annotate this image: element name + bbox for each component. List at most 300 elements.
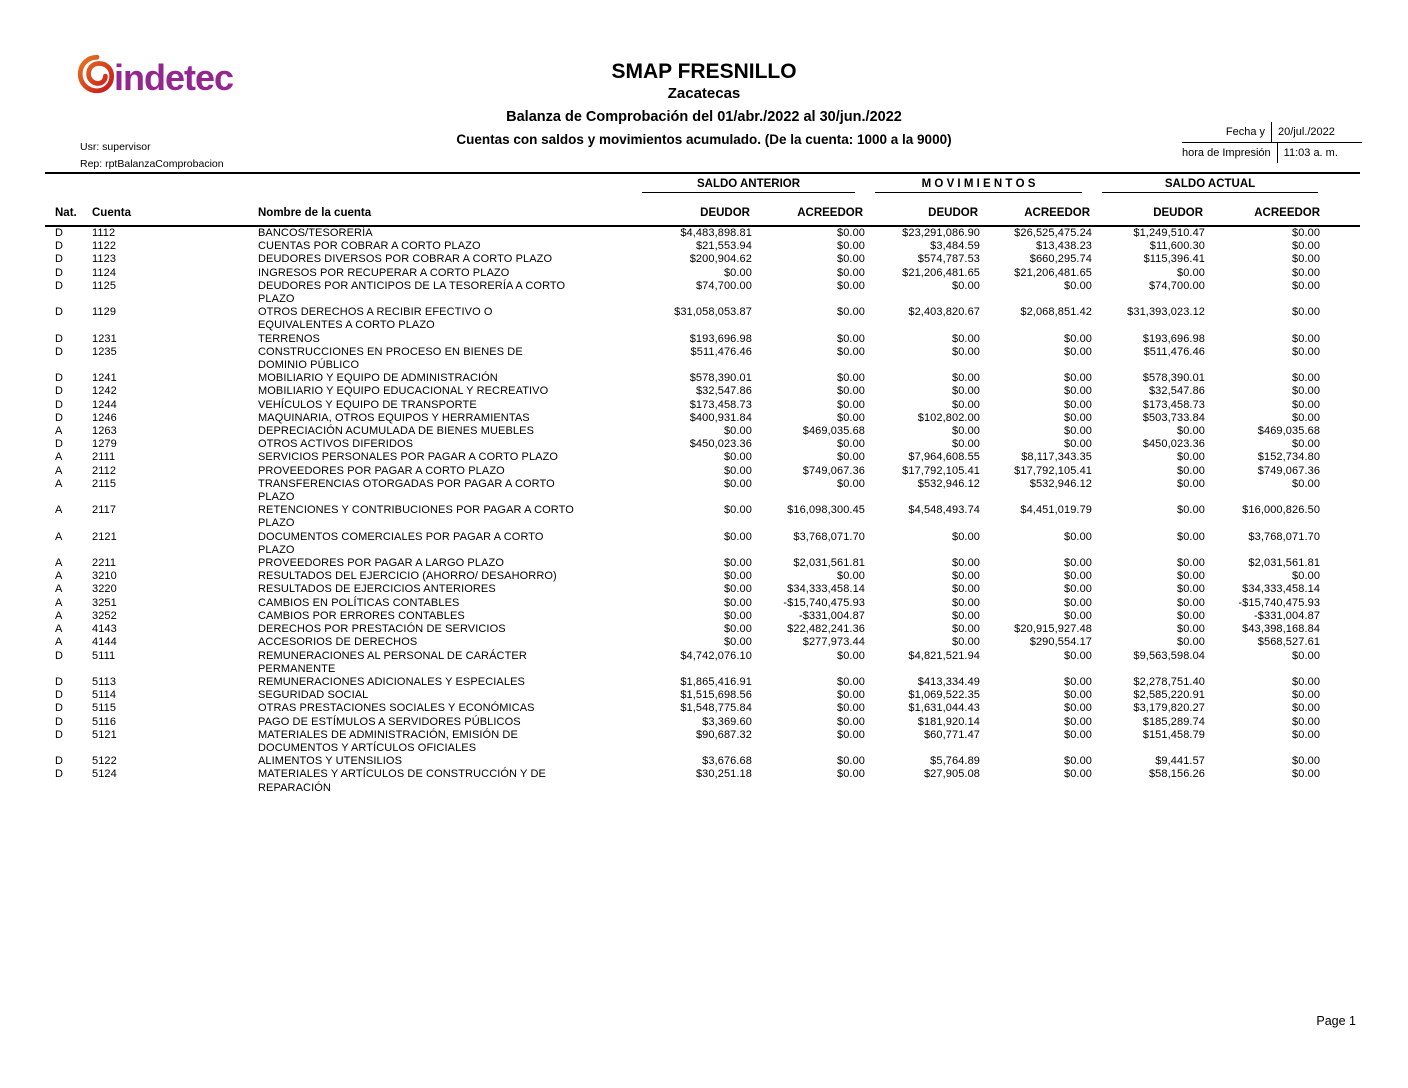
cell-movimientos-acreedor: $0.00 — [1064, 702, 1093, 715]
cell-nat: D — [55, 715, 64, 728]
cell-nat: A — [55, 530, 63, 543]
cell-movimientos-acreedor: $0.00 — [1064, 438, 1093, 451]
cell-saldo-anterior-acreedor: $0.00 — [836, 728, 866, 741]
cell-cuenta: 4144 — [92, 636, 117, 649]
cell-saldo-anterior-deudor: $3,676.68 — [702, 755, 752, 768]
cell-movimientos-acreedor: $660,295.74 — [1029, 253, 1093, 266]
cell-saldo-anterior-deudor: $0.00 — [723, 596, 752, 609]
indetec-logo — [76, 58, 233, 98]
cell-nombre: CUENTAS POR COBRAR A CORTO PLAZO — [258, 240, 481, 253]
cell-saldo-anterior-acreedor: $0.00 — [836, 768, 866, 781]
cell-movimientos-acreedor: $4,451,019.79 — [1020, 504, 1093, 517]
cell-saldo-anterior-acreedor: $16,098,300.45 — [787, 504, 866, 517]
table-row — [45, 729, 1360, 755]
cell-saldo-actual-acreedor: $0.00 — [1292, 227, 1321, 239]
cell-saldo-actual-deudor: $0.00 — [1177, 464, 1206, 477]
user-label: Usr: supervisor — [80, 141, 151, 153]
cell-nombre: PAGO DE ESTÍMULOS A SERVIDORES PÚBLICOS — [258, 715, 521, 728]
cell-nat: A — [55, 477, 63, 490]
cell-movimientos-acreedor: $0.00 — [1064, 675, 1093, 688]
cell-nombre: VEHÍCULOS Y EQUIPO DE TRANSPORTE — [258, 398, 477, 411]
cell-nat: D — [55, 438, 64, 451]
cell-saldo-actual-acreedor: $0.00 — [1292, 438, 1321, 451]
cell-saldo-actual-deudor: $450,023.36 — [1142, 438, 1206, 451]
cell-saldo-actual-acreedor: $43,398,168.84 — [1242, 623, 1321, 636]
cell-saldo-anterior-acreedor: $0.00 — [836, 702, 866, 715]
cell-saldo-actual-deudor: $511,476.46 — [1143, 345, 1206, 358]
cell-saldo-actual-acreedor: -$331,004.87 — [1254, 609, 1321, 622]
cell-saldo-actual-acreedor: $0.00 — [1292, 411, 1321, 424]
group-label-saldo-anterior: SALDO ANTERIOR — [642, 178, 855, 193]
cell-nombre: PROVEEDORES POR PAGAR A CORTO PLAZO — [258, 464, 505, 477]
cell-saldo-actual-deudor: $32,547.86 — [1148, 385, 1206, 398]
cell-nombre: REMUNERACIONES AL PERSONAL DE CARÁCTER PERMANENTE — [258, 649, 527, 675]
cell-cuenta: 3252 — [92, 609, 117, 622]
cell-movimientos-acreedor: $0.00 — [1064, 385, 1093, 398]
cell-nombre: CONSTRUCCIONES EN PROCESO EN BIENES DE DOMINIO PÚBLICO — [258, 345, 523, 372]
table-row — [45, 412, 1360, 425]
table-row — [45, 531, 1360, 557]
org-title: SMAP FRESNILLO — [611, 60, 797, 83]
cell-saldo-actual-deudor: $0.00 — [1177, 504, 1206, 517]
cell-saldo-anterior-acreedor: $0.00 — [836, 451, 866, 464]
cell-cuenta: 1125 — [92, 279, 117, 292]
col-header-nombre: Nombre de la cuenta — [251, 202, 632, 226]
cell-cuenta: 1124 — [92, 266, 117, 279]
cell-movimientos-acreedor: $0.00 — [1064, 425, 1093, 438]
cell-saldo-anterior-acreedor: $0.00 — [836, 240, 866, 253]
cell-saldo-actual-deudor: $0.00 — [1177, 623, 1206, 636]
cell-movimientos-acreedor: $0.00 — [1064, 530, 1093, 543]
cell-nombre: MOBILIARIO Y EQUIPO EDUCACIONAL Y RECREATIVO — [258, 385, 549, 398]
cell-saldo-actual-acreedor: $0.00 — [1292, 266, 1321, 279]
cell-nombre: ACCESORIOS DE DERECHOS — [258, 636, 418, 649]
cell-movimientos-acreedor: $0.00 — [1064, 609, 1093, 622]
cell-nat: D — [55, 332, 64, 345]
cell-saldo-actual-deudor: $0.00 — [1177, 636, 1206, 649]
page-number: Page 1 — [1316, 1014, 1356, 1028]
table-row — [45, 755, 1360, 768]
cell-nombre: MATERIALES DE ADMINISTRACIÓN, EMISIÓN DE DOCUMENTOS Y ARTÍCULOS OFICIALES — [258, 728, 518, 754]
cell-saldo-anterior-acreedor: $2,031,561.81 — [793, 557, 866, 570]
cell-saldo-anterior-acreedor: $0.00 — [836, 570, 866, 583]
cell-nat: A — [55, 425, 63, 438]
cell-nombre: DEUDORES POR ANTICIPOS DE LA TESORERÍA A CORTO PLAZO — [258, 279, 566, 306]
table-row — [45, 636, 1360, 649]
cell-movimientos-deudor: $574,787.53 — [917, 253, 981, 266]
balanza-table — [45, 172, 1360, 795]
cell-movimientos-deudor: $23,291,086.90 — [902, 227, 981, 239]
cell-movimientos-deudor: $0.00 — [951, 385, 981, 398]
cell-saldo-actual-deudor: $151,458.79 — [1142, 728, 1206, 741]
cell-saldo-anterior-deudor: $400,931.84 — [689, 411, 752, 424]
cell-saldo-actual-deudor: $3,179,820.27 — [1133, 702, 1206, 715]
cell-movimientos-deudor: $0.00 — [951, 609, 981, 622]
cell-saldo-actual-acreedor: $3,768,071.70 — [1248, 530, 1321, 543]
table-row — [45, 372, 1360, 385]
cell-cuenta: 1129 — [92, 306, 117, 319]
cell-saldo-actual-acreedor: $0.00 — [1292, 649, 1321, 662]
cell-saldo-actual-acreedor: $0.00 — [1292, 372, 1321, 385]
cell-nat: D — [55, 253, 64, 266]
cell-movimientos-acreedor: $2,068,851.42 — [1020, 306, 1093, 319]
cell-saldo-anterior-acreedor: $0.00 — [836, 345, 866, 358]
cell-nat: D — [55, 768, 64, 781]
cell-saldo-anterior-deudor: $0.00 — [723, 504, 752, 517]
cell-cuenta: 3220 — [92, 583, 117, 596]
cell-saldo-actual-deudor: $173,458.73 — [1142, 398, 1206, 411]
table-row — [45, 768, 1360, 794]
table-row — [45, 226, 1360, 240]
cell-saldo-actual-acreedor: $0.00 — [1292, 477, 1321, 490]
table-row — [45, 346, 1360, 372]
group-header-movimientos — [865, 173, 1092, 202]
cell-nat: D — [55, 755, 64, 768]
cell-saldo-actual-acreedor: $0.00 — [1292, 306, 1321, 319]
cell-nat: D — [55, 385, 64, 398]
cell-saldo-actual-acreedor: $0.00 — [1292, 689, 1321, 702]
cell-saldo-anterior-deudor: $0.00 — [723, 425, 752, 438]
table-row — [45, 280, 1360, 306]
table-row — [45, 610, 1360, 623]
cell-movimientos-acreedor: $0.00 — [1064, 279, 1093, 292]
print-time-label: hora de Impresión — [1182, 147, 1271, 159]
cell-saldo-actual-deudor: $0.00 — [1177, 451, 1206, 464]
cell-nat: D — [55, 372, 64, 385]
cell-saldo-anterior-acreedor: $0.00 — [836, 755, 866, 768]
cell-cuenta: 2112 — [92, 464, 117, 477]
cell-nat: D — [55, 240, 64, 253]
cell-saldo-actual-acreedor: $0.00 — [1292, 715, 1321, 728]
cell-nat: A — [55, 451, 63, 464]
cell-saldo-anterior-acreedor: $0.00 — [836, 372, 866, 385]
cell-movimientos-deudor: $0.00 — [951, 596, 981, 609]
group-label-movimientos: M O V I M I E N T O S — [875, 178, 1082, 193]
cell-movimientos-acreedor: $0.00 — [1064, 570, 1093, 583]
cell-saldo-anterior-acreedor: -$15,740,475.93 — [783, 596, 866, 609]
cell-movimientos-deudor: $1,069,522.35 — [908, 689, 981, 702]
cell-saldo-actual-deudor: $185,289.74 — [1142, 715, 1206, 728]
cell-cuenta: 2121 — [92, 530, 117, 543]
cell-cuenta: 2117 — [92, 504, 117, 517]
cell-saldo-anterior-deudor: $173,458.73 — [689, 398, 752, 411]
cell-movimientos-deudor: $17,792,105.41 — [902, 464, 981, 477]
report-id-label: Rep: rptBalanzaComprobacion — [80, 158, 224, 170]
cell-nombre: DEPRECIACIÓN ACUMULADA DE BIENES MUEBLES — [258, 425, 535, 438]
cell-saldo-anterior-acreedor: $3,768,071.70 — [793, 530, 866, 543]
cell-nombre: MOBILIARIO Y EQUIPO DE ADMINISTRACIÓN — [258, 372, 498, 385]
cell-saldo-actual-acreedor: $0.00 — [1292, 702, 1321, 715]
cell-saldo-anterior-deudor: $90,687.32 — [695, 728, 752, 741]
table-row — [45, 504, 1360, 530]
cell-saldo-anterior-deudor: $511,476.46 — [690, 345, 752, 358]
cell-nat: A — [55, 570, 63, 583]
cell-saldo-actual-acreedor: -$15,740,475.93 — [1238, 596, 1321, 609]
cell-saldo-anterior-deudor: $0.00 — [723, 477, 752, 490]
cell-nat: D — [55, 227, 64, 239]
cell-saldo-actual-deudor: $11,600.30 — [1149, 240, 1206, 253]
cell-saldo-anterior-acreedor: $0.00 — [836, 332, 866, 345]
cell-saldo-anterior-deudor: $450,023.36 — [689, 438, 752, 451]
cell-nombre: SEGURIDAD SOCIAL — [258, 689, 369, 702]
cell-nat: A — [55, 557, 63, 570]
print-time-row — [1182, 143, 1362, 163]
cell-movimientos-deudor: $0.00 — [951, 557, 981, 570]
cell-saldo-actual-acreedor: $34,333,458.14 — [1242, 583, 1321, 596]
cell-nombre: SERVICIOS PERSONALES POR PAGAR A CORTO PLAZO — [258, 451, 559, 464]
cell-saldo-actual-acreedor: $0.00 — [1292, 675, 1321, 688]
logo-text: indetec — [114, 57, 234, 98]
cell-nombre: REMUNERACIONES ADICIONALES Y ESPECIALES — [258, 675, 525, 688]
cell-nat: D — [55, 398, 64, 411]
table-row — [45, 385, 1360, 398]
cell-movimientos-acreedor: $21,206,481.65 — [1014, 266, 1093, 279]
table-row — [45, 583, 1360, 596]
cell-movimientos-deudor: $0.00 — [951, 345, 981, 358]
cell-saldo-anterior-deudor: $1,515,698.56 — [680, 689, 752, 702]
cell-saldo-anterior-acreedor: $0.00 — [836, 411, 866, 424]
cell-nombre: MAQUINARIA, OTROS EQUIPOS Y HERRAMIENTAS — [258, 411, 530, 424]
cell-cuenta: 1244 — [92, 398, 117, 411]
cell-saldo-actual-acreedor: $152,734.80 — [1257, 451, 1321, 464]
cell-saldo-actual-deudor: $0.00 — [1177, 477, 1206, 490]
cell-saldo-actual-deudor: $0.00 — [1177, 583, 1206, 596]
cell-cuenta: 2111 — [92, 451, 116, 464]
cell-saldo-actual-acreedor: $2,031,561.81 — [1248, 557, 1321, 570]
cell-cuenta: 5113 — [92, 675, 117, 688]
cell-movimientos-acreedor: $0.00 — [1064, 557, 1093, 570]
print-info — [1182, 122, 1362, 163]
table-row — [45, 399, 1360, 412]
cell-saldo-anterior-acreedor: $0.00 — [836, 675, 866, 688]
cell-saldo-actual-acreedor: $568,527.61 — [1257, 636, 1321, 649]
cell-saldo-anterior-acreedor: $34,333,458.14 — [787, 583, 866, 596]
report-title: Balanza de Comprobación del 01/abr./2022 al 30/jun./2022 — [506, 109, 902, 125]
cell-saldo-anterior-deudor: $4,483,898.81 — [680, 227, 752, 239]
table-row — [45, 623, 1360, 636]
cell-cuenta: 1241 — [92, 372, 117, 385]
cell-movimientos-acreedor: $290,554.17 — [1029, 636, 1093, 649]
group-header-row — [45, 173, 1360, 202]
cell-nombre: OTRAS PRESTACIONES SOCIALES Y ECONÓMICAS — [258, 702, 535, 715]
cell-saldo-actual-deudor: $578,390.01 — [1142, 372, 1206, 385]
cell-saldo-actual-acreedor: $0.00 — [1292, 728, 1321, 741]
col-header-mov-acreedor: ACREEDOR — [980, 202, 1092, 226]
cell-cuenta: 5122 — [92, 755, 117, 768]
cell-saldo-anterior-acreedor: $0.00 — [836, 649, 866, 662]
cell-nat: D — [55, 649, 64, 662]
table-row — [45, 438, 1360, 451]
table-row — [45, 425, 1360, 438]
column-header-row — [45, 202, 1360, 226]
cell-nombre: DERECHOS POR PRESTACIÓN DE SERVICIOS — [258, 623, 506, 636]
cell-movimientos-acreedor: $0.00 — [1064, 728, 1093, 741]
cell-nombre: PROVEEDORES POR PAGAR A LARGO PLAZO — [258, 557, 504, 570]
cell-nombre: MATERIALES Y ARTÍCULOS DE CONSTRUCCIÓN Y DE REPARACIÓN — [258, 768, 546, 794]
cell-saldo-anterior-acreedor: $0.00 — [836, 266, 866, 279]
cell-saldo-actual-deudor: $0.00 — [1177, 596, 1206, 609]
cell-nat: D — [55, 345, 64, 358]
cell-movimientos-acreedor: $0.00 — [1064, 715, 1093, 728]
cell-saldo-anterior-acreedor: $749,067.36 — [802, 464, 866, 477]
cell-saldo-actual-deudor: $0.00 — [1177, 425, 1206, 438]
col-header-cuenta: Cuenta — [85, 202, 251, 226]
cell-movimientos-acreedor: $0.00 — [1064, 372, 1093, 385]
cell-saldo-actual-deudor: $0.00 — [1177, 266, 1206, 279]
print-time-value: 11:03 a. m. — [1277, 143, 1362, 163]
cell-movimientos-acreedor: $13,438.23 — [1035, 240, 1093, 253]
cell-cuenta: 1235 — [92, 345, 117, 358]
cell-saldo-anterior-acreedor: $0.00 — [836, 385, 866, 398]
cell-movimientos-acreedor: $8,117,343.35 — [1021, 451, 1093, 464]
cell-movimientos-acreedor: $532,946.12 — [1029, 477, 1093, 490]
col-header-mov-deudor: DEUDOR — [865, 202, 980, 226]
cell-movimientos-deudor: $181,920.14 — [917, 715, 981, 728]
col-header-sact-acreedor: ACREEDOR — [1205, 202, 1360, 226]
cell-saldo-anterior-deudor: $74,700.00 — [695, 279, 752, 292]
cell-saldo-actual-deudor: $2,278,751.40 — [1133, 675, 1206, 688]
cell-nombre: RESULTADOS DE EJERCICIOS ANTERIORES — [258, 583, 496, 596]
cell-nombre: RESULTADOS DEL EJERCICIO (AHORRO/ DESAHORRO) — [258, 570, 557, 583]
cell-saldo-actual-deudor: $2,585,220.91 — [1133, 689, 1206, 702]
cell-saldo-actual-acreedor: $0.00 — [1292, 398, 1321, 411]
group-label-saldo-actual: SALDO ACTUAL — [1102, 178, 1318, 193]
cell-movimientos-deudor: $0.00 — [951, 623, 981, 636]
table-row — [45, 267, 1360, 280]
cell-movimientos-acreedor: $0.00 — [1064, 583, 1093, 596]
cell-movimientos-deudor: $21,206,481.65 — [902, 266, 981, 279]
cell-nat: D — [55, 675, 64, 688]
cell-saldo-anterior-deudor: $0.00 — [723, 451, 752, 464]
cell-nombre: TERRENOS — [258, 332, 320, 345]
table-row — [45, 253, 1360, 266]
cell-nombre: OTROS DERECHOS A RECIBIR EFECTIVO O EQUIVALENTES A CORTO PLAZO — [258, 306, 493, 332]
col-header-nat: Nat. — [45, 202, 85, 226]
cell-movimientos-deudor: $0.00 — [951, 425, 981, 438]
cell-nombre: ALIMENTOS Y UTENSILIOS — [258, 755, 403, 768]
cell-saldo-anterior-deudor: $0.00 — [723, 557, 752, 570]
cell-saldo-anterior-deudor: $0.00 — [723, 609, 752, 622]
group-header-saldo-anterior — [632, 173, 865, 202]
cell-nat: D — [55, 689, 64, 702]
cell-movimientos-acreedor: $0.00 — [1064, 411, 1093, 424]
cell-movimientos-deudor: $0.00 — [951, 570, 981, 583]
cell-nat: A — [55, 636, 63, 649]
cell-nombre: RETENCIONES Y CONTRIBUCIONES POR PAGAR A CORTO PLAZO — [258, 504, 574, 530]
cell-movimientos-acreedor: $0.00 — [1064, 689, 1093, 702]
cell-movimientos-deudor: $0.00 — [951, 583, 981, 596]
cell-saldo-actual-deudor: $58,156.26 — [1148, 768, 1206, 781]
report-header — [300, 60, 1108, 147]
table-row — [45, 557, 1360, 570]
cell-cuenta: 1122 — [92, 240, 117, 253]
cell-cuenta: 2115 — [92, 477, 117, 490]
table-row — [45, 702, 1360, 715]
cell-movimientos-acreedor: $0.00 — [1064, 398, 1093, 411]
cell-saldo-actual-deudor: $74,700.00 — [1148, 279, 1206, 292]
cell-cuenta: 1112 — [92, 227, 116, 239]
cell-nat: A — [55, 464, 63, 477]
cell-movimientos-acreedor: $0.00 — [1064, 768, 1093, 781]
cell-cuenta: 5121 — [92, 728, 117, 741]
cell-nombre: CAMBIOS EN POLÍTICAS CONTABLES — [258, 596, 460, 609]
table-row — [45, 597, 1360, 610]
col-header-sact-deudor: DEUDOR — [1092, 202, 1205, 226]
cell-saldo-actual-deudor: $0.00 — [1177, 609, 1206, 622]
table-row — [45, 306, 1360, 332]
cell-saldo-anterior-deudor: $0.00 — [723, 583, 752, 596]
cell-movimientos-deudor: $413,334.49 — [917, 675, 981, 688]
cell-saldo-anterior-deudor: $0.00 — [723, 636, 752, 649]
cell-saldo-actual-acreedor: $469,035.68 — [1257, 425, 1321, 438]
cell-nat: A — [55, 583, 63, 596]
cell-saldo-anterior-deudor: $4,742,076.10 — [680, 649, 752, 662]
cell-saldo-actual-acreedor: $749,067.36 — [1257, 464, 1321, 477]
cell-saldo-anterior-deudor: $0.00 — [723, 266, 752, 279]
cell-movimientos-deudor: $2,403,820.67 — [908, 306, 981, 319]
cell-nat: D — [55, 728, 64, 741]
cell-movimientos-deudor: $0.00 — [951, 438, 981, 451]
cell-saldo-anterior-deudor: $0.00 — [723, 570, 752, 583]
cell-cuenta: 1242 — [92, 385, 117, 398]
cell-saldo-actual-acreedor: $0.00 — [1292, 570, 1321, 583]
cell-nat: D — [55, 306, 64, 319]
cell-saldo-anterior-deudor: $1,865,416.91 — [680, 675, 752, 688]
cell-saldo-anterior-acreedor: $277,973.44 — [802, 636, 866, 649]
cell-saldo-anterior-deudor: $32,547.86 — [695, 385, 752, 398]
cell-saldo-anterior-acreedor: $469,035.68 — [802, 425, 866, 438]
cell-saldo-anterior-deudor: $578,390.01 — [689, 372, 752, 385]
cell-nombre: BANCOS/TESORERÍA — [258, 227, 373, 239]
cell-movimientos-acreedor: $0.00 — [1064, 596, 1093, 609]
cell-saldo-actual-acreedor: $0.00 — [1292, 253, 1321, 266]
table-row — [45, 689, 1360, 702]
cell-saldo-anterior-acreedor: $0.00 — [836, 477, 866, 490]
cell-saldo-anterior-deudor: $200,904.62 — [689, 253, 752, 266]
cell-cuenta: 1123 — [92, 253, 117, 266]
cell-cuenta: 3251 — [92, 596, 117, 609]
cell-movimientos-deudor: $3,484.59 — [930, 240, 981, 253]
cell-movimientos-deudor: $0.00 — [951, 279, 981, 292]
cell-cuenta: 5114 — [92, 689, 117, 702]
cell-saldo-actual-deudor: $193,696.98 — [1142, 332, 1206, 345]
cell-nombre: DOCUMENTOS COMERCIALES POR PAGAR A CORTO PLAZO — [258, 530, 544, 556]
cell-movimientos-deudor: $4,821,521.94 — [908, 649, 981, 662]
group-header-saldo-actual — [1092, 173, 1360, 202]
cell-nombre: INGRESOS POR RECUPERAR A CORTO PLAZO — [258, 266, 510, 279]
cell-saldo-anterior-acreedor: $0.00 — [836, 438, 866, 451]
cell-saldo-anterior-deudor: $193,696.98 — [689, 332, 752, 345]
indetec-swirl-icon — [76, 53, 118, 95]
cell-saldo-anterior-acreedor: $0.00 — [836, 279, 866, 292]
cell-saldo-actual-deudor: $503,733.84 — [1142, 411, 1206, 424]
cell-cuenta: 1279 — [92, 438, 117, 451]
table-row — [45, 333, 1360, 346]
cell-saldo-actual-acreedor: $0.00 — [1292, 755, 1321, 768]
table-row — [45, 465, 1360, 478]
cell-saldo-anterior-acreedor: $0.00 — [836, 227, 866, 239]
cell-cuenta: 1263 — [92, 425, 117, 438]
meta-left — [80, 139, 224, 173]
cell-saldo-actual-acreedor: $0.00 — [1292, 279, 1321, 292]
org-state: Zacatecas — [667, 85, 741, 102]
print-date-label: Fecha y — [1225, 126, 1265, 138]
cell-nat: A — [55, 609, 63, 622]
cell-cuenta: 5116 — [92, 715, 117, 728]
cell-nombre: TRANSFERENCIAS OTORGADAS POR PAGAR A CORTO PLAZO — [258, 477, 555, 504]
table-body — [45, 226, 1360, 795]
cell-movimientos-acreedor: $20,915,927.48 — [1014, 623, 1093, 636]
